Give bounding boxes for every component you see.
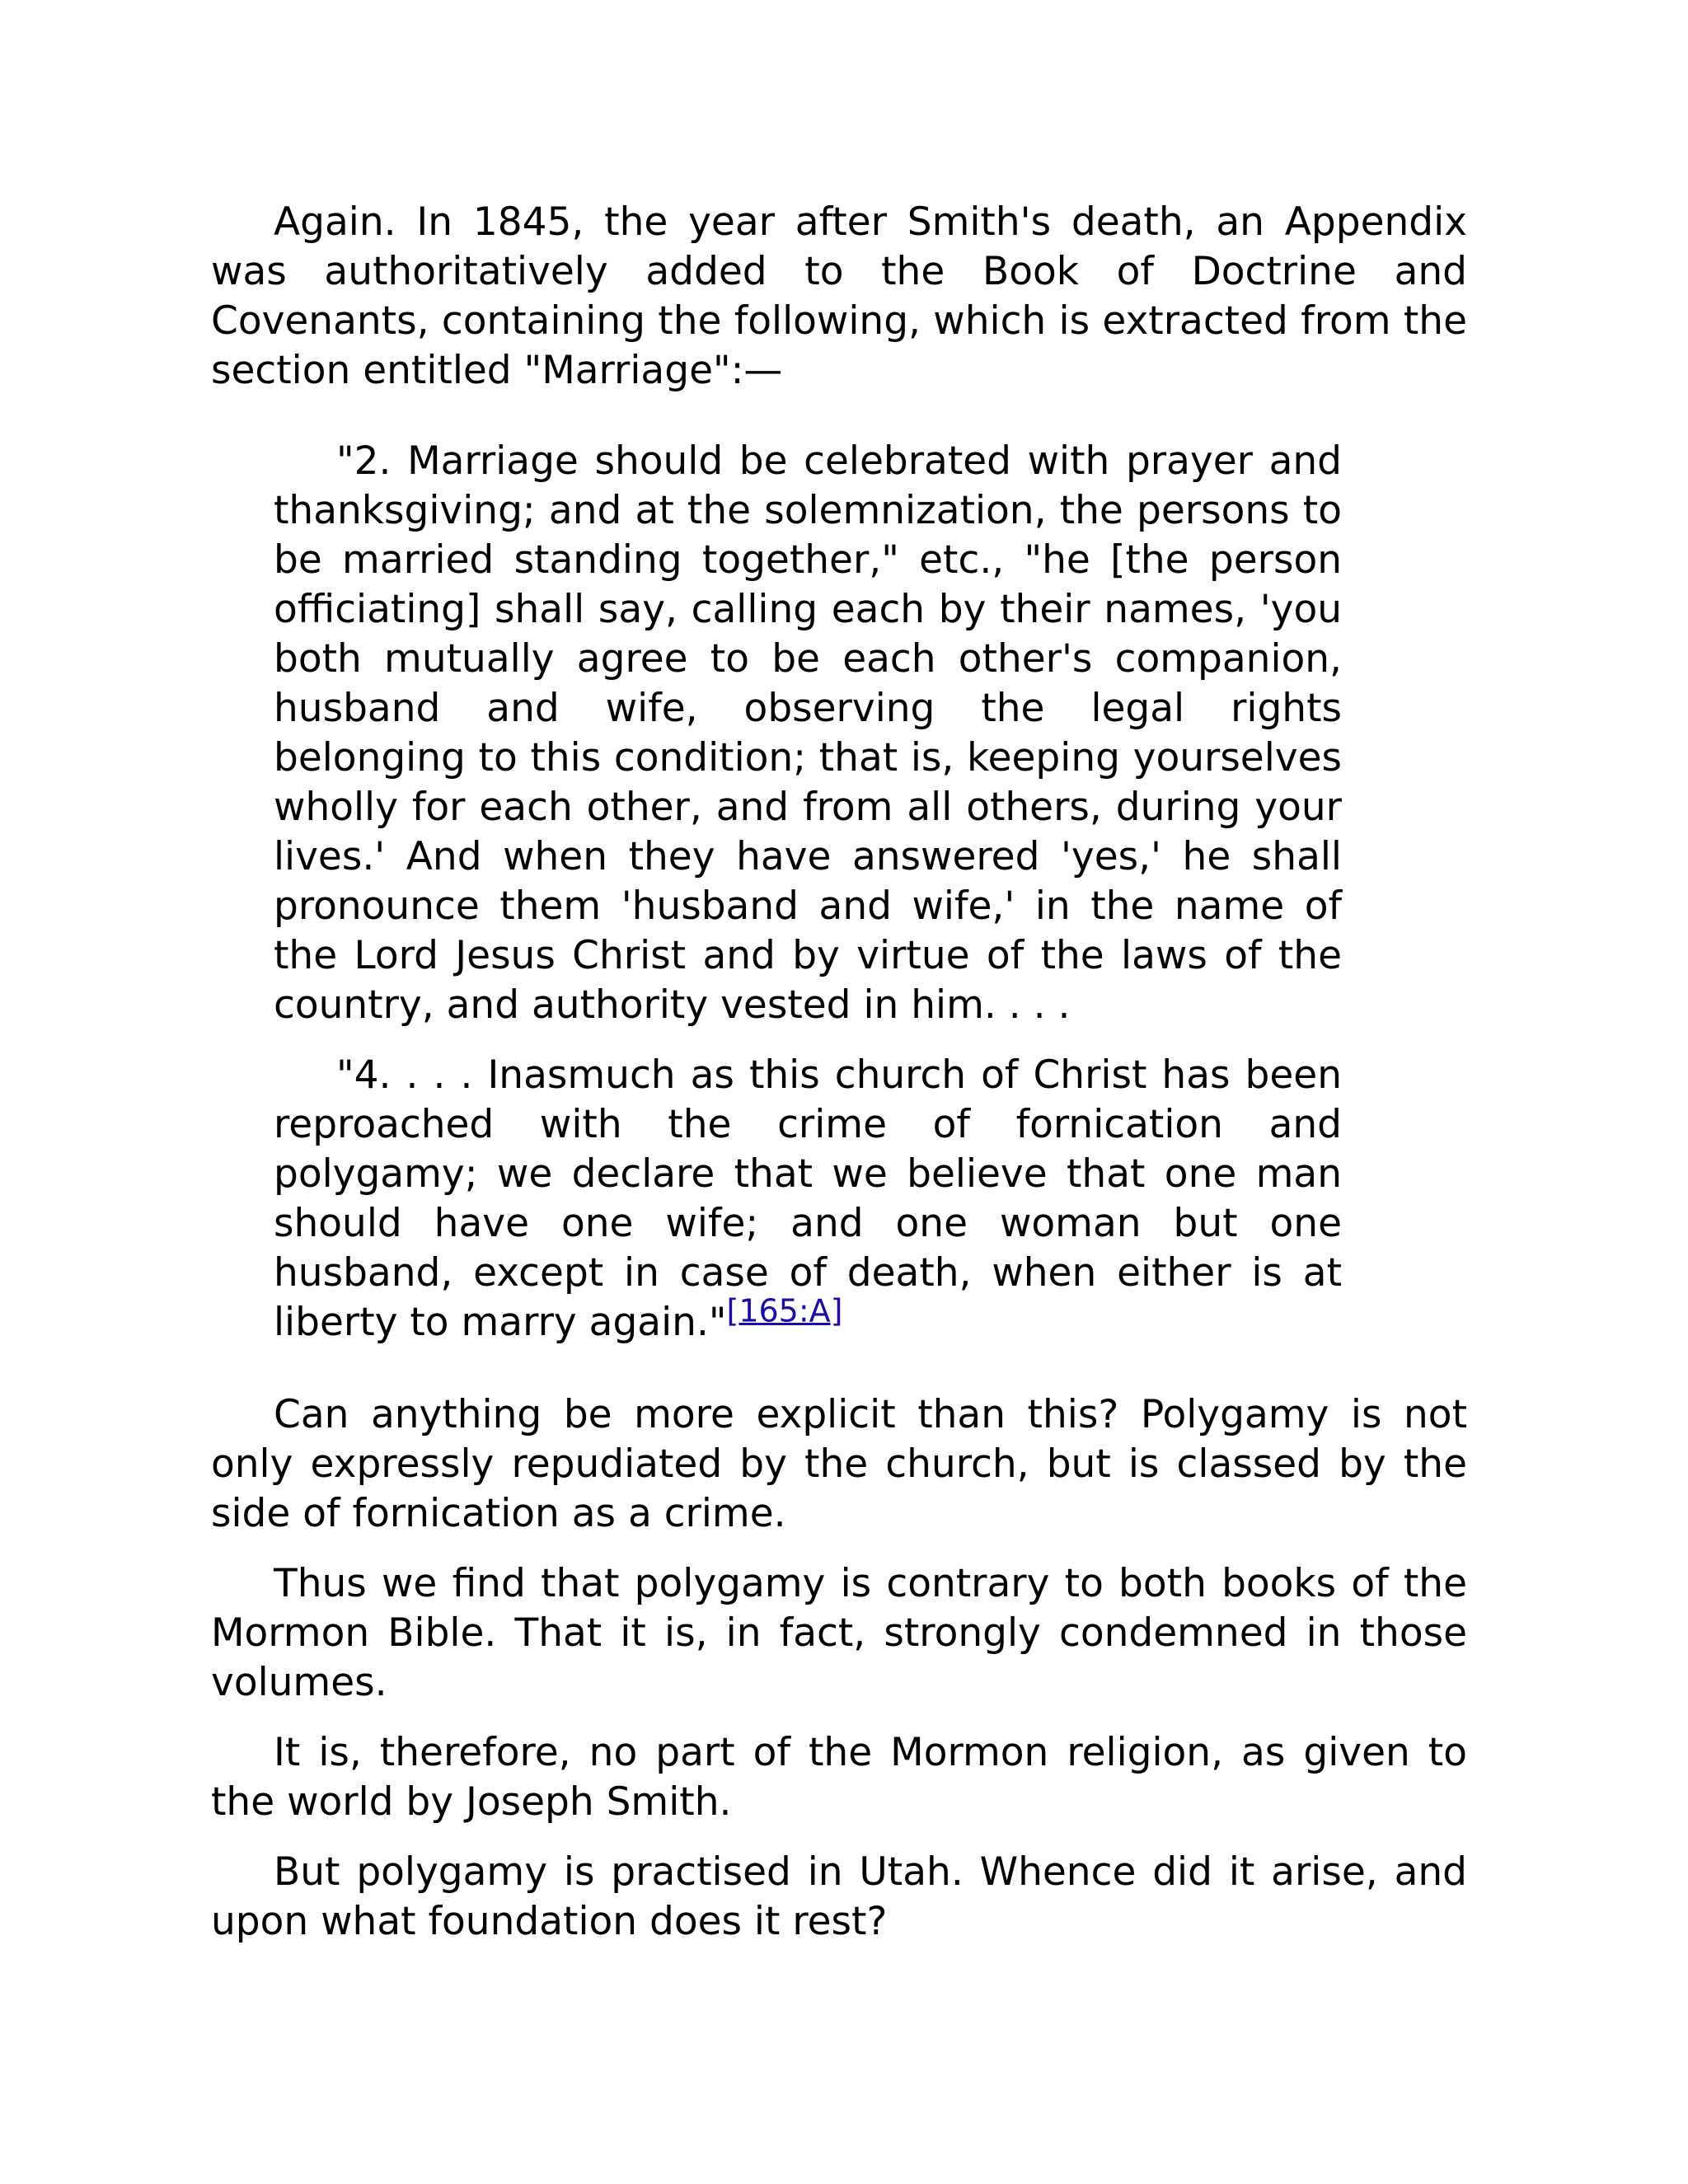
paragraph-utah: But polygamy is practised in Utah. Whence did it arise, and upon what foundation does it rest?	[211, 1849, 1467, 1944]
footnote-link-165a[interactable]: [165:A]	[726, 1292, 843, 1329]
paragraph-contrary: Thus we find that polygamy is contrary to both books of the Mormon Bible. That it is, in fact, strongly condemned in those volumes.	[211, 1561, 1467, 1705]
document-page	[211, 198, 1467, 1967]
paragraph-no-part: It is, therefore, no part of the Mormon religion, as given to the world by Joseph Smith.	[211, 1730, 1467, 1825]
block-quote-marriage	[274, 437, 1342, 1347]
paragraph-appendix-intro: Again. In 1845, the year after Smith's death, an Appendix was authoritatively added to the Book of Doctrine and Covenants, containing the following, which is extracted from the section entitled "Marriage":—	[211, 199, 1467, 393]
quote-paragraph-4	[274, 1051, 1342, 1347]
quote-paragraph-4-text: "4. . . . Inasmuch as this church of Christ has been reproached with the crime of fornication and polygamy; we declare that we believe that one man should have one wife; and one woman but one husband, except in case of death, when either is at liberty to marry again."	[274, 1052, 1342, 1345]
quote-paragraph-2: "2. Marriage should be celebrated with prayer and thanksgiving; and at the solemnization, the persons to be married standing together," etc., "he [the person officiating] shall say, calling each by their names, 'you both mutually agree to be each other's companion, husband and wife, observing the legal rights belonging to this condition; that is, keeping yourselves wholly for each other, and from all others, during your lives.' And when they have answered 'yes,' he shall pronounce them 'husband and wife,' in the name of the Lord Jesus Christ and by virtue of the laws of the country, and authority vested in him. . . .	[274, 438, 1342, 1028]
paragraph-explicit: Can anything be more explicit than this? Polygamy is not only expressly repudiated by the church, but is classed by the side of fornication as a crime.	[211, 1392, 1467, 1536]
